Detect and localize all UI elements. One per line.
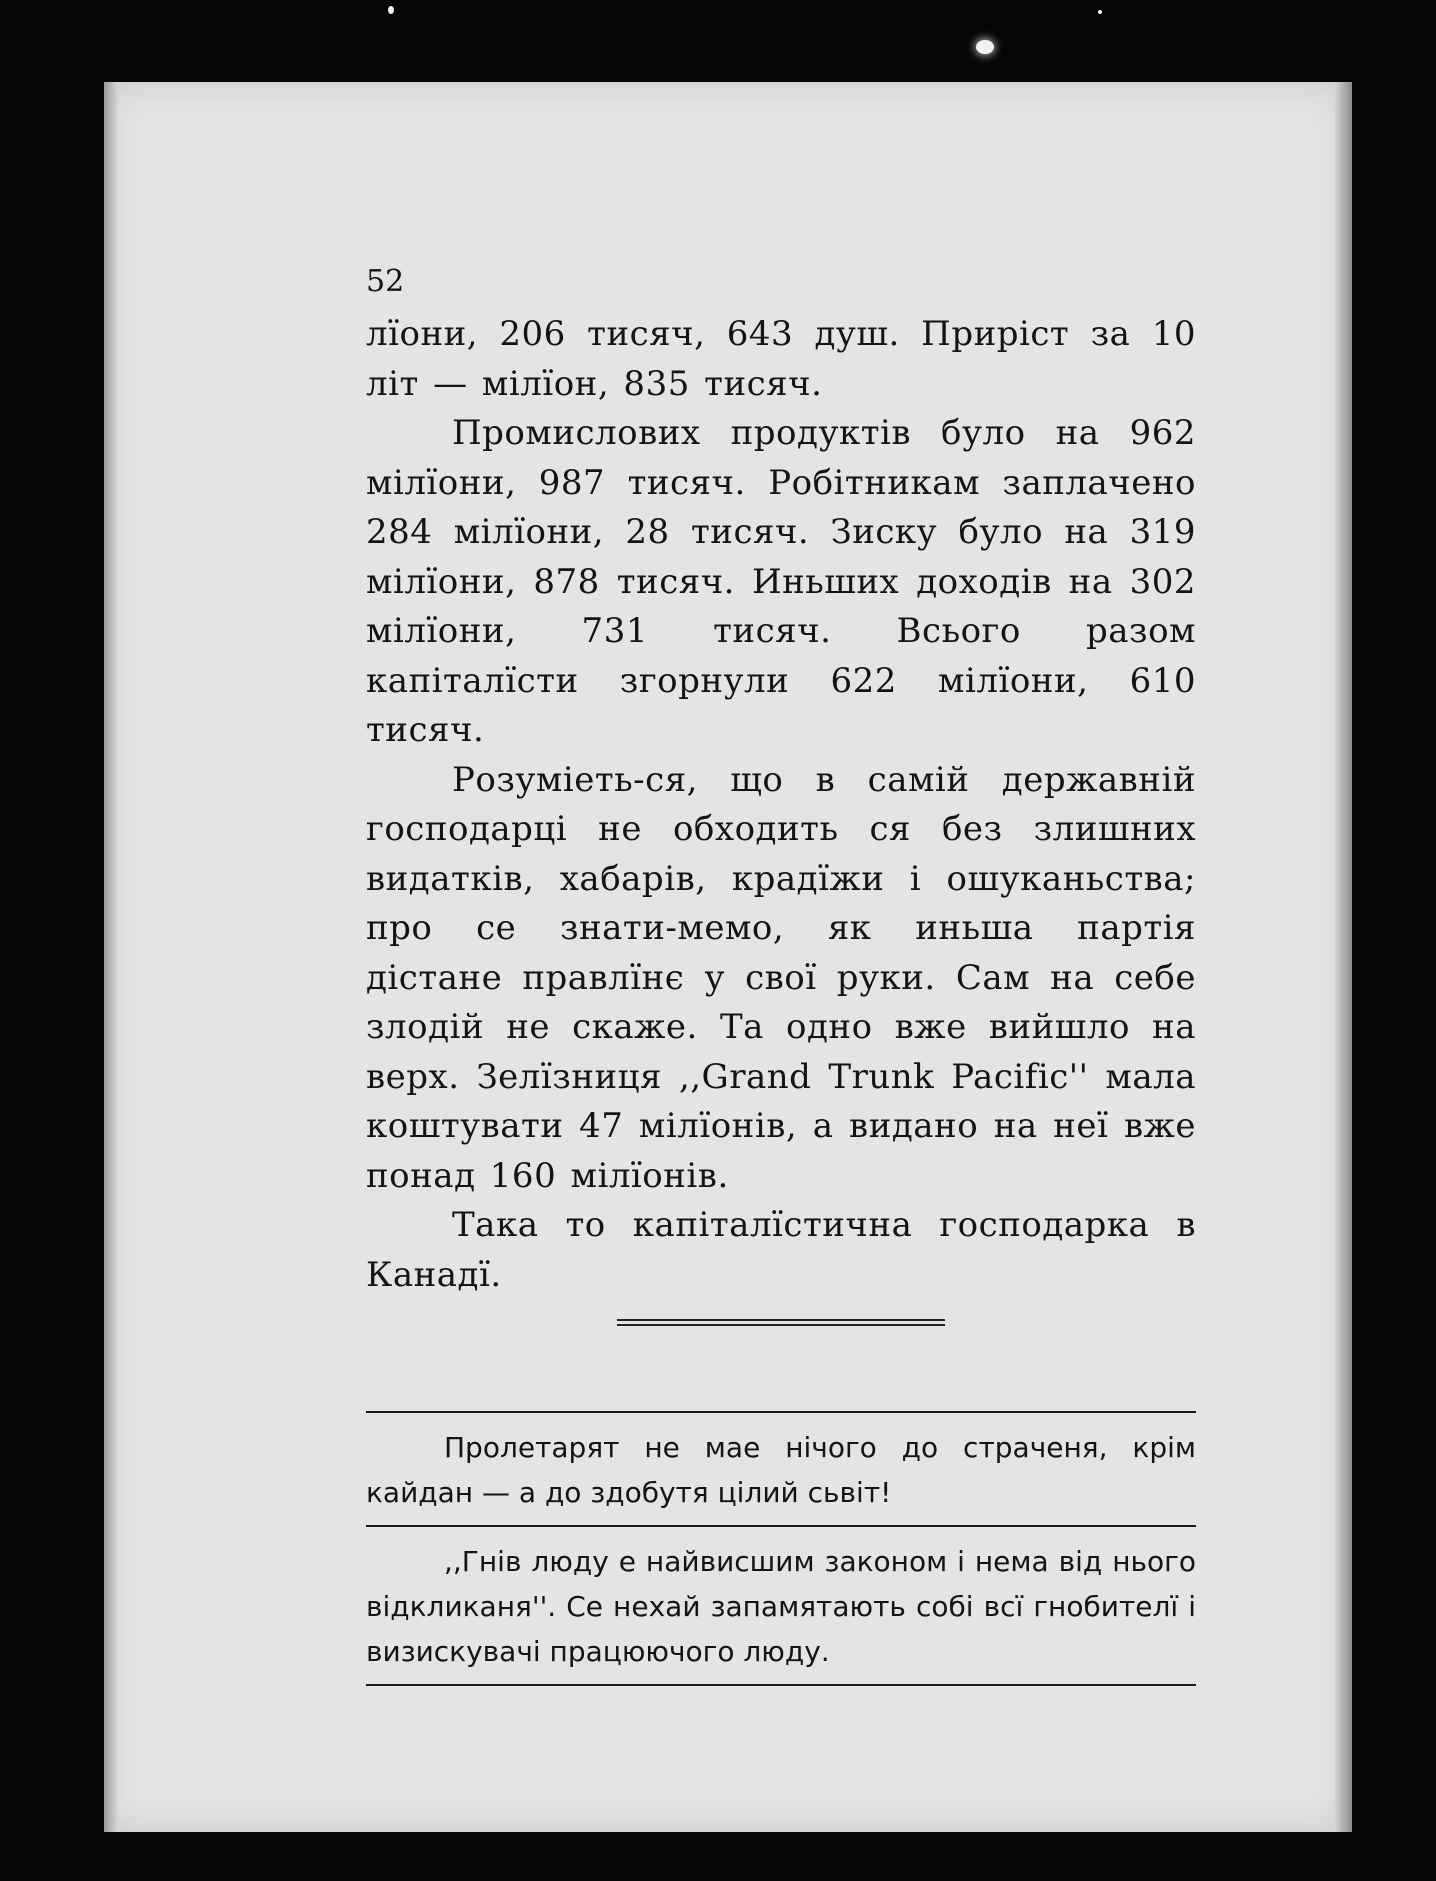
- dust-speck: [976, 40, 994, 54]
- quote-proletariat: Пролетарят не мае нічого до страченя, крім кайдан — а до здобутя цілий сьвіт!: [366, 1431, 1196, 1509]
- quote-bottom-rule: [366, 1684, 1196, 1686]
- section-divider: [617, 1319, 945, 1329]
- paragraph-industrial-products: Промислових продуктів було на 962 мілїони, 987 тисяч. Робітникам заплачено 284 мілїони, 28 тисяч. Зиску було на 319 мілїони, 878 тисяч. Иньших доходів на 302 мілїони, 731 тисяч. Всього разом капіталїсти згорнули 622 мілїони, 610 тисяч.: [366, 413, 1196, 750]
- quote-anger-of-people: ,,Гнів люду е найвисшим законом і нема від нього відкликаня''. Се нехай запамятають собі всї гнобителї і визискувачі працюючого люду.: [366, 1545, 1196, 1668]
- paragraph-state-economy: Розуміеть-ся, що в самій державній господарці не обходить ся без злишних видатків, хабарів, крадїжи і ошуканьства; про се знати-мемо, як иньша партія дістане правлїнє у свої руки. Сам на себе злодій не скаже. Та одно вже вийшло на верх. Зелїзниця ,,Grand Trunk Pacific'' мала коштувати 47 мілїонів, а видано на неї вже понад 160 мілїонів.: [366, 759, 1196, 1196]
- paragraph-population: лїони, 206 тисяч, 643 душ. Приріст за 10 літ — мілїон, 835 тисяч.: [366, 314, 1196, 404]
- quote-box: [366, 1411, 1196, 1686]
- main-text-block: [366, 264, 1196, 1300]
- dust-speck: [1098, 10, 1102, 14]
- page-edge-right: [1334, 82, 1352, 1832]
- page-edge-left: [104, 82, 118, 1832]
- dust-speck: [388, 6, 394, 14]
- page-number: 52: [366, 264, 405, 299]
- paragraph-conclusion: Така то капіталїстична господарка в Канадї.: [366, 1205, 1196, 1295]
